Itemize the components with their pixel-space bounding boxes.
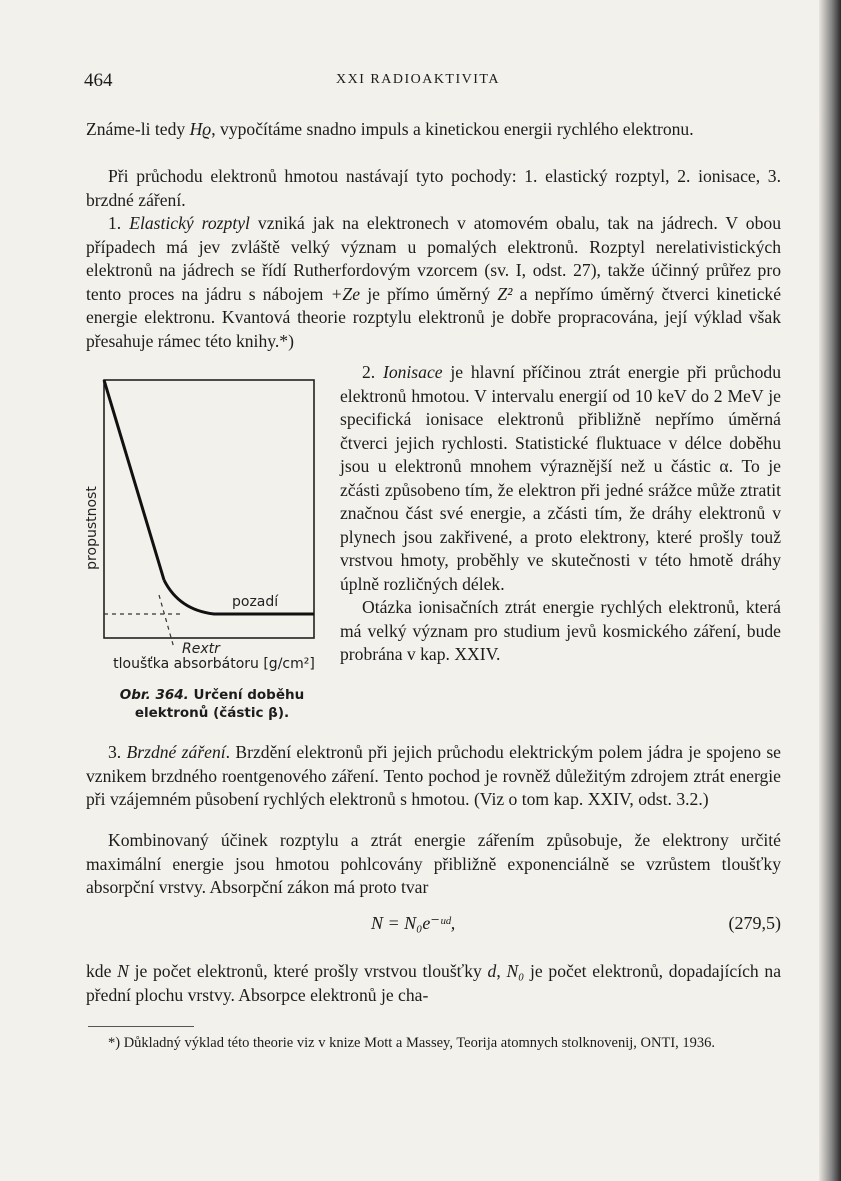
- range-extrapolation-dashed: [159, 595, 174, 648]
- paragraph-1: Známe-li tedy Hϱ, vypočítáme snadno impuls a kinetickou energii rychlého elektronu.: [86, 119, 694, 139]
- paragraph-combined-effect: Kombinovaný účinek rozptylu a ztrát energie zářením způsobuje, že elektrony určité maximální energie jsou hmotou pohlcovány přibližně exponenciálně se vzrůstem tloušťky absorpční vrstvy. Absorpční zákon má proto tvar: [86, 830, 781, 897]
- paragraph-2: Při průchodu elektronů hmotou nastávají tyto pochody: 1. elastický rozptyl, 2. ionisace, 3. brzdné záření.: [86, 166, 781, 210]
- y-axis-label: propustnost: [84, 486, 100, 570]
- absorption-curve-line: [104, 380, 164, 580]
- paragraph-cosmic-rays: Otázka ionisačních ztrát energie rychlých elektronů, která má velký význam pro studium jevů kosmického záření, bude probrána v kap. XXIV.: [340, 597, 781, 664]
- absorption-diagram: [84, 370, 334, 670]
- paragraph-ionisation: 2. Ionisace je hlavní příčinou ztrát energie při průchodu elektronů hmotou. V intervalu energií od 10 keV do 2 MeV je specifická ionisace elektronů přibližně nepřímo úměrná čtverci jejich rychlosti. Statistické fluktuace v délce doběhu jsou u elektronů mnohem výraznější než u částic α. To je zčásti způsobeno tím, že elektron při jedné srážce může ztratit značnou část své energie, a zčásti tím, že dráhy elektronů v plynech jsou zakřivené, a proto elektrony, které prošly touž vrstvou hmoty, proběhly ve skutečnosti v této hmotě dráhy úplně rozličných délek.: [340, 362, 781, 594]
- right-column: [340, 361, 781, 667]
- paragraph-definitions: kde N je počet elektronů, které prošly vrstvou tloušťky d, N₀ je počet elektronů, dopadajících na přední plochu vrstvy. Absorpce elektronů je cha-: [86, 961, 782, 1005]
- equation-279-5: [86, 913, 781, 939]
- page-number: 464: [84, 70, 113, 91]
- absorption-figure: [84, 370, 334, 730]
- paragraph-elastic-scattering: 1. Elastický rozptyl vzniká jak na elektronech v atomovém obalu, tak na jádrech. V obou případech má jev zvláště velký význam u pomalých elektronů. Rozptyl nerelativistických elektronů na jádrech se řídí Rutherfordovým vzorcem (sv. I, odst. 27), takže účinný průřez pro tento proces na jádru s nábojem +Ze je přímo úměrný Z² a nepřímo úměrný čtverci kinetické energie elektronu. Kvantová theorie rozptylu elektronů je dobře propracována, její výklad však přesahuje rámec této knihy.*): [86, 213, 782, 351]
- paragraph-bremsstrahlung: 3. Brzdné záření. Brzdění elektronů při jejich průchodu elektrickým polem jádra je spojeno se vznikem brzdného roentgenového záření. Tento pochod je rovněž důležitým zdrojem ztrát energie při vzájemném působení rychlých elektronů s hmotou. (Viz o tom kap. XXIV, odst. 3.2.): [86, 742, 781, 809]
- equation-number: (279,5): [728, 913, 781, 933]
- scan-edge: [819, 0, 841, 1181]
- running-title: XXI RADIOAKTIVITA: [336, 72, 500, 87]
- footnote: *) Důkladný výklad této theorie viz v knize Mott a Massey, Teorija atomnych stolknovenij, ONTI, 1936.: [108, 1035, 716, 1051]
- figure-caption: Obr. 364. Určení doběhu elektronů (částic β).: [119, 687, 305, 721]
- background-label: pozadí: [232, 594, 279, 610]
- plot-frame: [104, 380, 314, 638]
- x-axis-label: tloušťka absorbátoru [g/cm²]: [113, 656, 315, 672]
- range-label: Rextr: [182, 641, 220, 657]
- footnote-rule: [88, 1026, 194, 1027]
- equation-formula: N = N₀e⁻ᵘᵈ,: [371, 913, 456, 933]
